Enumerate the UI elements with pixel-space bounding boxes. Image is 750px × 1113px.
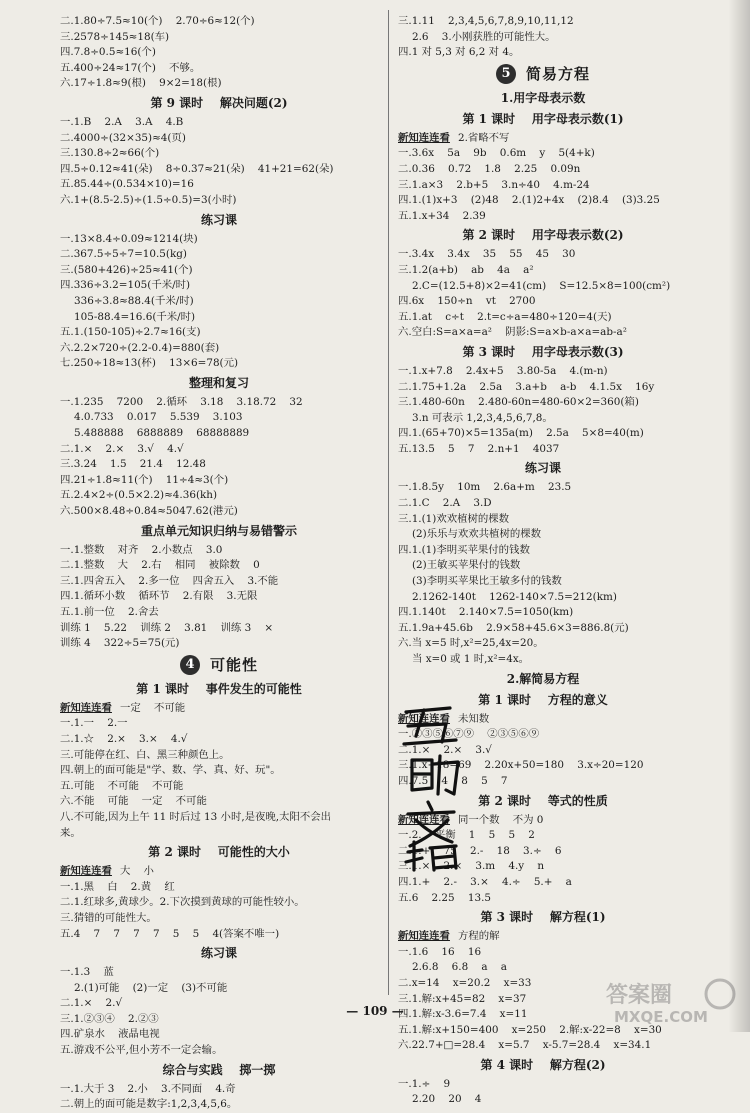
answer-line: 二.1.× 2.× 3.√ 4.√ [60, 442, 184, 455]
keyword-answer: 2.省略不写 [457, 131, 510, 144]
answer-line: 三.1.(1)欢欢植树的棵数 [398, 512, 510, 525]
answer-line: 三.可能停在红、白、黑三种颜色上。 [60, 748, 230, 761]
section-heading: 重点单元知识归纳与易错警示 [140, 523, 297, 538]
keyword-line [398, 929, 688, 945]
answer-line: 三.1.解:x+45=82 x=37 [398, 992, 527, 1005]
answer-line: 六.500×8.48÷0.84≈5047.62(港元) [60, 505, 238, 518]
answer-line: 四.336÷3.2=105(千米/时) [60, 279, 191, 292]
keyword-line [398, 131, 688, 147]
answer-line: 一.3.4x 3.4x 35 55 45 30 [398, 248, 576, 261]
answer-line: 四.21÷1.8≈11(个) 11÷4≈3(个) [60, 473, 229, 486]
answer-line: 2.(1)可能 (2)一定 (3)不可能 [74, 981, 228, 994]
answer-line: 四.1.140t 2.140×7.5=1050(km) [398, 606, 574, 619]
keyword-answer: 方程的解 [457, 930, 500, 943]
answer-line: 四.5÷0.12≈41(朵) 8÷0.37≈21(朵) 41+21=62(朵) [60, 162, 334, 175]
section-heading: 综合与实践 掷一掷 [162, 1062, 276, 1077]
answer-line: 五.2.4×2÷(0.5×2.2)≈4.36(kh) [60, 489, 218, 502]
answer-line: 一.1.235 7200 2.循环 3.18 3.18.72 32 [60, 395, 303, 408]
keyword-label: 新知连连看 [398, 131, 450, 144]
answer-line: 四.1 对 5,3 对 6,2 对 4。 [398, 46, 520, 59]
answer-line: 二.x=14 x=20.2 x=33 [398, 976, 532, 989]
answer-line: 四.1.(65+70)×5=135a(m) 2.5a 5×8=40(m) [398, 427, 644, 440]
section-heading: 第 1 课时 方程的意义 [478, 692, 608, 707]
keyword-line [60, 701, 378, 717]
keyword-label: 新知连连看 [60, 701, 112, 714]
answer-line: 2.1262-140t 1262-140×7.5=212(km) [412, 590, 617, 603]
section-heading: 第 3 课时 解方程(1) [480, 910, 606, 925]
answer-line: 二.367.5÷5÷7=10.5(kg) [60, 248, 187, 261]
section-heading: 练习课 [524, 461, 561, 476]
answer-line: 训练 4 322÷5=75(元) [60, 637, 180, 650]
answer-line: 六.22.7+□=28.4 x=5.7 x-5.7=28.4 x=34.1 [398, 1039, 652, 1052]
answer-line: 当 x=0 或 1 时,x²=4x。 [412, 653, 530, 665]
answer-line: 二.1.× 2.√ [60, 997, 123, 1010]
svg-text:MXQE.COM: MXQE.COM [614, 1008, 708, 1026]
answer-line: 五.1.(150-105)÷2.7≈16(支) [60, 326, 201, 339]
answer-line: 五.1.前一位 2.舍去 [60, 606, 159, 618]
answer-line: 训练 1 5.22 训练 2 3.81 训练 3 × [60, 621, 274, 634]
answer-line: (2)乐乐与欢欢共植树的棵数 [412, 528, 542, 541]
answer-line: 二.1.80÷7.5≈10(个) 2.70÷6≈12(个) [60, 15, 255, 27]
answer-line: (2)王敏买苹果付的钱数 [412, 559, 521, 572]
answer-line: 一.1.一 2.一 [60, 717, 128, 730]
answer-line: 四.朝上的面可能是"学、数、学、真、好、玩"。 [60, 764, 281, 777]
answer-line: 三.1.× 2.× 3.m 4.y n [398, 860, 545, 873]
answer-line: 二.4000÷(32×35)≈4(页) [60, 131, 186, 144]
section-heading: 2.解简易方程 [506, 671, 580, 686]
answer-line: 五.85.44÷(0.534×10)=16 [60, 178, 194, 191]
chapter-title: 简易方程 [525, 65, 590, 84]
answer-line: 4.0.733 0.017 5.539 3.103 [74, 411, 243, 424]
answer-line: 一.1.B 2.A 3.A 4.B [60, 115, 184, 128]
section-heading: 练习课 [200, 212, 237, 227]
chapter-number-badge: 4 [180, 655, 200, 675]
column-divider [388, 10, 389, 995]
answer-line: (3)李明买苹果比王敏多付的钱数 [412, 575, 562, 588]
answer-line: 5.488888 6888889 68888889 [74, 427, 250, 440]
answer-line: 七.250÷18≈13(杯) 13×6=78(元) [60, 357, 239, 370]
page-edge-shadow [728, 0, 750, 1032]
answer-line: 一.1.6 16 16 [398, 945, 482, 958]
answer-line: 二.1.+ 75 2.- 18 3.÷ 6 [398, 844, 562, 857]
answer-line: 六.空白:S=a×a=a² 阴影:S=a×b-a×a=ab-a² [398, 326, 627, 339]
answer-line: 一.2. 平衡 1 5 5 2 [398, 829, 535, 842]
section-heading: 整理和复习 [188, 375, 249, 390]
answer-line: 五.1.x+34 2.39 [398, 209, 486, 222]
answer-line: 四.1.解:x-3.6=7.4 x=11 [398, 1008, 528, 1021]
keyword-answer: 未知数 [457, 712, 490, 725]
section-heading: 第 1 课时 用字母表示数(1) [462, 111, 624, 126]
chapter-header [398, 62, 688, 86]
keyword-label: 新知连连看 [398, 930, 450, 943]
answer-line: 二.1.☆ 2.× 3.× 4.√ [60, 732, 188, 745]
right-column [398, 14, 688, 1108]
keyword-line [60, 864, 378, 880]
answer-line: 三.130.8÷2≈66(个) [60, 147, 160, 160]
keyword-answer: 同一个数 不为 0 [457, 813, 544, 826]
section-heading: 第 2 课时 可能性的大小 [148, 845, 290, 860]
section-heading: 第 4 课时 解方程(2) [480, 1057, 606, 1072]
answer-line: 三.1.四舍五入 2.多一位 四舍五入 3.不能 [60, 574, 279, 587]
answer-line: 五.4 7 7 7 7 5 5 4(答案不唯一) [60, 927, 280, 940]
answer-line: 三.1.480-60n 2.480-60n=480-60×2=360(箱) [398, 396, 639, 409]
answer-line: 五.1.9a+45.6b 2.9×58+45.6×3=886.8(元) [398, 621, 629, 634]
section-heading: 1.用字母表示数 [500, 90, 586, 105]
section-heading: 第 3 课时 用字母表示数(3) [462, 344, 624, 359]
answer-line: 五.1.at c÷t 2.t=c÷a=480÷120=4(天) [398, 310, 612, 323]
section-heading: 第 1 课时 事件发生的可能性 [136, 681, 302, 696]
answer-line: 五.可能 不可能 不可能 [60, 779, 184, 792]
answer-line: 二.1.75+1.2a 2.5a 3.a+b a-b 4.1.5x 16y [398, 380, 655, 393]
answer-line: 四.矿泉水 液晶电视 [60, 1028, 160, 1041]
answer-line: 六.17÷1.8≈9(根) 9×2=18(根) [60, 77, 222, 90]
answer-line: 二.0.36 0.72 1.8 2.25 0.09n [398, 162, 581, 175]
answer-line: 四.1.+ 2.- 3.× 4.÷ 5.+ a [398, 875, 572, 888]
answer-line: 336÷3.8≈88.4(千米/时) [74, 294, 194, 307]
answer-line: 2.C=(12.5+8)×2=41(cm) S=12.5×8=100(cm²) [412, 279, 671, 292]
answer-line: 四.7.8÷0.5≈16(个) [60, 46, 156, 59]
answer-line: 四.1.(1)x+3 (2)48 2.(1)2+4x (2)8.4 (3)3.25 [398, 194, 660, 207]
answer-line: 六.1+(8.5-2.5)÷(1.5÷0.5)=3(小时) [60, 193, 237, 206]
keyword-answer: 大 小 [119, 865, 154, 878]
answer-line: 五.13.5 5 7 2.n+1 4037 [398, 442, 560, 455]
answer-line: 六.2.2×720÷(2.2-0.4)=880(套) [60, 341, 220, 354]
answer-line: 一.1.整数 对齐 2.小数点 3.0 [60, 543, 223, 556]
chapter-title: 可能性 [209, 656, 258, 675]
answer-line: 来。 [60, 826, 81, 839]
answer-line: 三.猜错的可能性大。 [60, 911, 157, 924]
answer-line: 一.13×8.4÷0.09≈1214(块) [60, 232, 198, 245]
svg-text:答案圈: 答案圈 [606, 983, 673, 1008]
answer-line: 二.1.红球多,黄球少。2.下次摸到黄球的可能性较小。 [60, 896, 305, 909]
answer-line: 2.6 3.小刚获胜的可能性大。 [412, 30, 556, 43]
section-heading: 练习课 [200, 946, 237, 961]
chapter-number-badge: 5 [496, 64, 516, 84]
keyword-label: 新知连连看 [398, 712, 450, 725]
answer-line: 四.1.循环小数 循环节 2.有限 3.无限 [60, 590, 258, 603]
answer-line: 八.不可能,因为上午 11 时后过 13 小时,是夜晚,太阳不会出 [60, 810, 332, 823]
answer-line: 一.1.大于 3 2.小 3.不同面 4.奇 [60, 1082, 236, 1095]
answer-line: 二.1.× 2.× 3.√ [398, 743, 492, 756]
answer-line: 一.1.黑 白 2.黄 红 [60, 880, 175, 893]
answer-line: 二.1.整数 大 2.右 相同 被除数 0 [60, 559, 260, 572]
answer-line: 2.20 20 4 [412, 1093, 482, 1106]
answer-line: 四.6x 150÷n vt 2700 [398, 295, 536, 308]
answer-line: 四.1.(1)李明买苹果付的钱数 [398, 543, 530, 556]
answer-line: 3.n 可表示 1,2,3,4,5,6,7,8。 [412, 411, 553, 424]
answer-line: 2.6.8 6.8 a a [412, 961, 507, 974]
answer-line: 三.1.11 2,3,4,5,6,7,8,9,10,11,12 [398, 15, 574, 27]
page-number: — 109 — [346, 1004, 404, 1018]
handwritten-stamp [398, 702, 468, 872]
answer-line: 105-88.4=16.6(千米/时) [74, 310, 196, 323]
answer-line: 五.400÷24≈17(个) 不够。 [60, 61, 201, 74]
answer-line: 二.朝上的面可能是数字:1,2,3,4,5,6。 [60, 1098, 238, 1111]
answer-line: 一.②③⑤⑥⑦⑨ ②③⑤⑥⑨ [398, 728, 540, 741]
keyword-label: 新知连连看 [398, 813, 450, 826]
answer-line: 三.2578÷145≈18(车) [60, 30, 170, 43]
answer-line: 一.3.6x 5a 9b 0.6m y 5(4+k) [398, 147, 595, 160]
answer-line: 一.1.8.5y 10m 2.6a+m 23.5 [398, 481, 572, 494]
answer-line: 六.当 x=5 时,x²=25,4x=20。 [398, 637, 544, 650]
section-heading: 第 2 课时 用字母表示数(2) [462, 228, 624, 243]
section-heading: 第 9 课时 解决问题(2) [150, 95, 288, 110]
answer-line: 三.(580+426)÷25≈41(个) [60, 263, 193, 276]
keyword-label: 新知连连看 [60, 865, 112, 878]
answer-line: 三.1.x+18=69 2.20x+50=180 3.x÷20=120 [398, 759, 644, 772]
answer-line: 一.1.x+7.8 2.4x+5 3.80-5a 4.(m-n) [398, 364, 608, 377]
answer-line: 三.1.a×3 2.b+5 3.n÷40 4.m-24 [398, 178, 590, 191]
section-heading: 第 2 课时 等式的性质 [478, 793, 608, 808]
left-column [60, 14, 378, 1113]
answer-line: 三.1.②③④ 2.②③ [60, 1012, 159, 1025]
answer-line: 一.1.÷ 9 [398, 1077, 451, 1090]
answer-line: 二.1.C 2.A 3.D [398, 497, 492, 510]
answer-line: 一.1.3 蓝 [60, 966, 114, 979]
keyword-answer: 一定 不可能 [119, 701, 186, 714]
answer-line: 四.7.5 4 8 5 7 [398, 774, 508, 787]
answer-line: 六.不能 可能 一定 不可能 [60, 795, 207, 808]
answer-line: 五.6 2.25 13.5 [398, 891, 491, 904]
answer-line: 五.1.解:x+150=400 x=250 2.解:x-22=8 x=30 [398, 1023, 662, 1036]
answer-line: 三.1.2(a+b) ab 4a a² [398, 263, 534, 276]
watermark-logo [604, 976, 744, 1026]
answer-line: 五.游戏不公平,但小芳不一定会输。 [60, 1044, 223, 1057]
chapter-header [60, 653, 378, 677]
answer-line: 三.3.24 1.5 21.4 12.48 [60, 458, 206, 471]
